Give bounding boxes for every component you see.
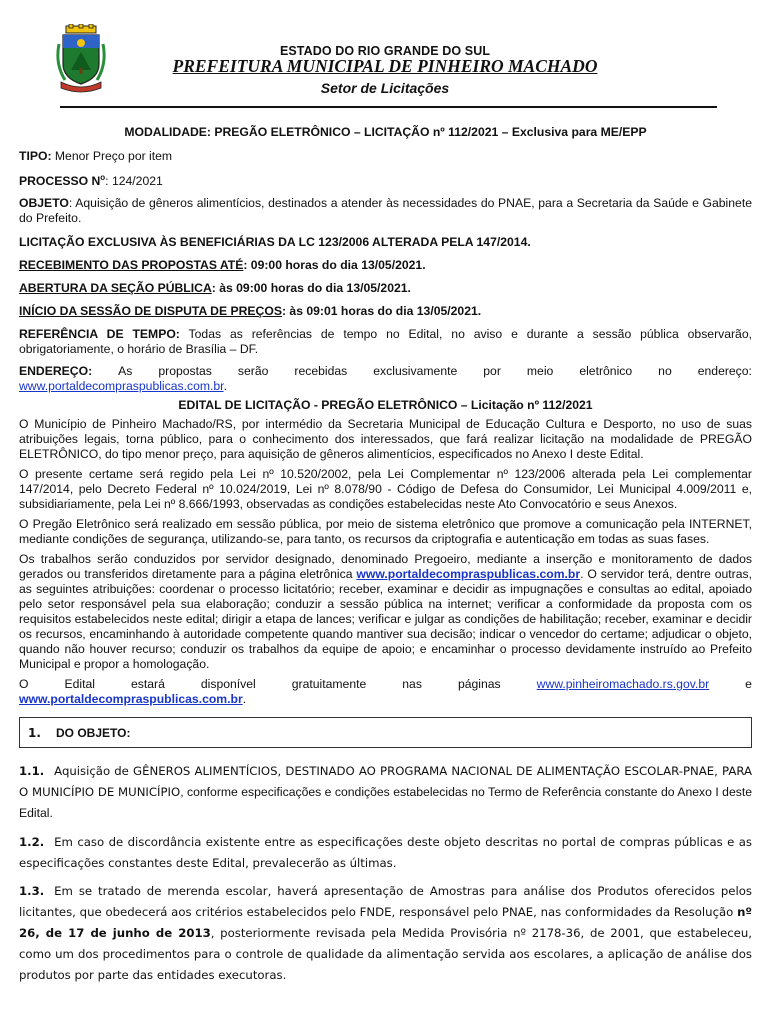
processo-label: PROCESSO N (19, 174, 101, 188)
intro-paragraph-4 (19, 552, 752, 672)
referencia-paragraph (19, 327, 752, 357)
tipo-value: Menor Preço por item (51, 149, 173, 163)
header-divider (60, 106, 717, 108)
endereco-word: As (118, 364, 133, 378)
exclusiva-line: LICITAÇÃO EXCLUSIVA ÀS BENEFICIÁRIAS DA LC 123/2006 ALTERADA PELA 147/2014. (19, 235, 531, 249)
availability-word: disponível (200, 677, 256, 691)
inicio-label: INÍCIO DA SESSÃO DE DISPUTA DE PREÇOS (19, 304, 282, 318)
prefeitura-site-link[interactable]: www.pinheiromachado.rs.gov.br (536, 677, 710, 691)
availability-word: gratuitamente (291, 677, 367, 691)
endereco-paragraph (19, 364, 752, 394)
referencia-value: Todas as referências de tempo no Edital, no aviso e durante a sessão pública observarão, obrigatoriamente, o horário de Brasília – DF. (19, 327, 752, 356)
intro-paragraph-1: O Município de Pinheiro Machado/RS, por intermédio da Secretaria Municipal de Educação Cultura e Desporto, no uso de suas atribuições legais, torna público, para o conhecimento dos interessados, que fará realizar licitação na modalidade de PREGÃO ELETRÔNICO, do tipo menor preço, para aquisição de gêneros alimentícios, especificados no Anexo I deste Edital. (19, 417, 752, 461)
endereco-word: recebidas (294, 364, 348, 378)
referencia-label: REFERÊNCIA DE TEMPO: (19, 327, 180, 341)
endereco-word: exclusivamente (373, 364, 458, 378)
document-body (19, 125, 752, 986)
portal-link-bold[interactable]: www.portaldecompraspublicas.com.br (356, 567, 581, 581)
setor-title: Setor de Licitações (320, 80, 450, 96)
clause-1-3-bold: nº 26, de 17 de junho de 2013 (19, 905, 752, 940)
edital-availability-paragraph (19, 677, 752, 707)
objeto-paragraph (19, 196, 752, 226)
availability-tail: . (242, 692, 247, 706)
endereco-word: meio (526, 364, 554, 378)
intro-paragraph-2: O presente certame será regido pela Lei nº 10.520/2002, pela Lei Complementar nº 123/2006 alterada pela Lei complementar 147/2014, pelo Decreto Federal nº 10.024/2019, Lei nº 8.078/90 - Código de Defesa do Consumidor, Lei Municipal 4.009/2011 e, subsidiariamente, pela Lei nº 8.666/1993, observadas as condições estabelecidas neste Ato Convocatório e seus Anexos. (19, 467, 752, 511)
prefeitura-title: PREFEITURA MUNICIPAL DE PINHEIRO MACHADO (172, 56, 598, 76)
abertura-line (19, 281, 752, 296)
endereco-tail: . (223, 379, 227, 393)
availability-word: Edital (64, 677, 95, 691)
inicio-line (19, 304, 752, 319)
availability-word: páginas (457, 677, 501, 691)
availability-word: nas (402, 677, 422, 691)
clause-1-2 (19, 832, 752, 874)
clause-1-1 (19, 761, 752, 824)
para4-before: Os trabalhos serão conduzidos por servidor designado, denominado Pregoeiro, mediante a inserção e monitoramento de dados gerados ou transferidos diretamente para a página eletrônica (19, 552, 752, 581)
endereco-line (19, 364, 752, 379)
endereco-word: ENDEREÇO: (19, 364, 93, 378)
section-number: 1. (28, 726, 41, 740)
abertura-label: ABERTURA DA SEÇÃO PÚBLICA (19, 281, 212, 295)
edital-title: EDITAL DE LICITAÇÃO - PREGÃO ELETRÔNICO – Licitação nº 112/2021 (178, 398, 593, 412)
portal-link[interactable]: www.portaldecompraspublicas.com.br (19, 379, 224, 393)
clause-1-1-rest: , conforme especificações e condições estabelecidas no Termo de Referência constante do Anexo I deste Edital. (19, 785, 752, 820)
processo-value: : 124/2021 (105, 174, 163, 188)
objeto-label: OBJETO (19, 196, 69, 210)
clause-1-3-before: Em se tratado de merenda escolar, haverá apresentação de Amostras para análise dos Produtos oferecidos pelos licitantes, que obedecerá aos critérios estabelecidos pelo FNDE, responsável pelo PNAE, nas conformidades da Resolução (19, 884, 752, 919)
abertura-value: : às 09:00 horas do dia 13/05/2021. (211, 281, 411, 295)
intro-paragraph-3: O Pregão Eletrônico será realizado em sessão pública, por meio de sistema eletrônico que promove a comunicação pela INTERNET, mediante condições de segurança, utilizando-se, para tanto, os recursos da criptografia e autenticação em todas as suas fases. (19, 517, 752, 546)
recebimento-value: : 09:00 horas do dia 13/05/2021. (243, 258, 426, 272)
endereco-word: propostas (158, 364, 212, 378)
endereco-word: endereço: (697, 364, 752, 378)
tipo-line (19, 149, 752, 164)
letterhead (0, 20, 770, 110)
modalidade-line: MODALIDADE: PREGÃO ELETRÔNICO – LICITAÇÃO nº 112/2021 – Exclusiva para ME/EPP (124, 125, 647, 139)
state-title: ESTADO DO RIO GRANDE DO SUL (279, 44, 491, 58)
endereco-word: por (483, 364, 501, 378)
endereco-word: no (658, 364, 672, 378)
recebimento-label: RECEBIMENTO DAS PROPOSTAS ATÉ (19, 258, 244, 272)
processo-sup: o (100, 173, 106, 182)
clause-number: 1.2. (19, 835, 45, 849)
section-heading-objeto (19, 717, 752, 748)
endereco-word: serão (237, 364, 269, 378)
endereco-word: eletrônico (579, 364, 633, 378)
clause-1-3 (19, 881, 752, 986)
clause-1-1-upper: Aquisição de GÊNEROS ALIMENTÍCIOS, DESTINADO AO PROGRAMA NACIONAL DE ALIMENTAÇÃO ESCOLAR-PNAE, PARA O MUNICÍPIO DE MUNICÍPIO (19, 764, 752, 799)
recebimento-line (19, 258, 752, 273)
para4-after: . O servidor terá, dentre outras, as seguintes atribuições: coordenar o processo licitatório; receber, examinar e decidir as impugnações e consultas ao edital, apoiado pelo setor responsável pela sua elaboração; conduzir a sessão pública na internet; verificar a conformidade da proposta com os requisitos estabelecidos neste edital; dirigir a etapa de lances; verificar e julgar as condições de habilitação; receber, examinar e decidir os recursos, encaminhando à autoridade competente quando mantiver sua decisão; indicar o vencedor do certame; adjudicar o objeto, quando não houver recurso; conduzir os trabalhos da equipe de apoio; e encaminhar o processo devidamente instruído ao Prefeito Municipal e propor a homologação. (19, 567, 752, 671)
tipo-label: TIPO: (19, 149, 52, 163)
availability-word: O (19, 677, 29, 691)
clause-1-2-text: Em caso de discordância existente entre as especificações deste objeto descritas no portal de compras públicas e as especificações constantes deste Edital, prevalecerão as últimas. (19, 835, 752, 870)
section-title: DO OBJETO: (56, 726, 131, 740)
processo-line (19, 174, 752, 189)
availability-word: e (745, 677, 752, 691)
availability-word: estará (130, 677, 165, 691)
clause-number: 1.3. (19, 884, 45, 898)
portal-link-bold-2[interactable]: www.portaldecompraspublicas.com.br (19, 692, 243, 706)
inicio-value: : às 09:01 horas do dia 13/05/2021. (281, 304, 482, 318)
objeto-value: : Aquisição de gêneros alimentícios, destinados a atender às necessidades do PNAE, para a Secretaria da Saúde e Gabinete do Prefeito. (19, 196, 752, 225)
clause-number: 1.1. (19, 764, 45, 778)
availability-line (19, 677, 752, 692)
clause-1-3-after: , posteriormente revisada pela Medida Provisória nº 2178-36, de 2001, que estabeleceu, como um dos procedimentos para o controle de qualidade da alimentação servida aos escolares, a aplicação de análise dos produtos por parte das entidades executoras. (19, 926, 752, 982)
